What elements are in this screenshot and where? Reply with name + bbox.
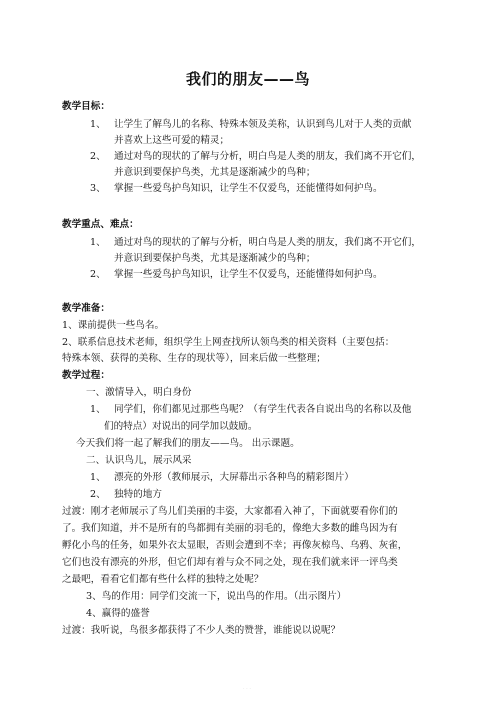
document-title: 我们的朋友——鸟 bbox=[185, 70, 310, 88]
key-point-2-number: 2、 bbox=[90, 269, 106, 280]
process-part-1-heading: 一、激情导入，明白身份 bbox=[86, 387, 192, 398]
process-step-2-2 bbox=[90, 489, 162, 501]
process-step-1-number: 1、 bbox=[90, 404, 106, 415]
page-footer-mark: · · · bbox=[243, 686, 251, 692]
transition-paragraph-line-4: 它们也没有漂亮的外形，但它们却有着与众不同之处，现在我们就来评一评鸟类 bbox=[62, 557, 398, 568]
process-intro-line: 今天我们将一起了解我们的朋友——鸟。 出示课题。 bbox=[76, 438, 300, 449]
transition-paragraph-line-1: 过渡：刚才老师展示了鸟儿们美丽的丰姿，大家都看入神了，下面就要看你们的 bbox=[62, 506, 398, 517]
objective-2-number: 2、 bbox=[90, 151, 106, 162]
process-step-1-text: 同学们，你们都见过那些鸟呢？（有学生代表各自说出鸟的名称以及他 bbox=[114, 404, 412, 415]
objective-1-line-1 bbox=[90, 119, 411, 131]
process-part-2-heading: 二、认识鸟儿，展示风采 bbox=[86, 455, 192, 466]
process-step-3: 3、鸟的作用：同学们交流一下，说出鸟的作用。（出示图片） bbox=[86, 591, 347, 602]
objective-3-text: 掌握一些爱鸟护鸟知识，让学生不仅爱鸟，还能懂得如何护鸟。 bbox=[114, 183, 383, 194]
key-point-2-text: 掌握一些爱鸟护鸟知识，让学生不仅爱鸟，还能懂得如何护鸟。 bbox=[114, 269, 383, 280]
transition-paragraph-line-5: 之最吧，看看它们都有些什么样的独特之处呢？ bbox=[62, 574, 264, 585]
objective-3-number: 3、 bbox=[90, 183, 106, 194]
transition-paragraph-line-2: 了。我们知道，并不是所有的鸟都拥有美丽的羽毛的，像绝大多数的雌鸟因为有 bbox=[62, 523, 398, 534]
transition-paragraph-line-3: 孵化小鸟的任务，如果外衣太显眼，否则会遭到不幸；再像灰椋鸟、乌鸦、灰雀， bbox=[62, 540, 408, 551]
section-heading-process: 教学过程： bbox=[62, 370, 110, 381]
objective-2-line-2: 并意识到要保护鸟类，尤其是逐渐减少的鸟种； bbox=[114, 167, 316, 178]
objective-1-number: 1、 bbox=[90, 119, 106, 130]
process-step-2-2-number: 2、 bbox=[90, 489, 106, 500]
process-step-2-2-text: 独特的地方 bbox=[114, 489, 162, 500]
process-step-2-1-number: 1、 bbox=[90, 472, 106, 483]
objective-2-text: 通过对鸟的现状的了解与分析，明白鸟是人类的朋友，我们离不开它们， bbox=[114, 151, 421, 162]
section-heading-objectives: 教学目标： bbox=[62, 101, 110, 112]
preparation-line-1: 1、课前提供一些鸟名。 bbox=[62, 320, 165, 331]
key-point-1-line-2: 并意识到要保护鸟类，尤其是逐渐减少的鸟种； bbox=[114, 253, 316, 264]
objective-2-line-1 bbox=[90, 151, 421, 163]
process-step-1-line-1 bbox=[90, 404, 411, 416]
section-heading-preparation: 教学准备： bbox=[62, 303, 110, 314]
objective-1-text: 让学生了解鸟儿的名称、特殊本领及美称，认识到鸟儿对于人类的贡献 bbox=[114, 119, 412, 130]
key-point-1-number: 1、 bbox=[90, 237, 106, 248]
process-step-4: 4、赢得的盛誉 bbox=[86, 608, 150, 619]
preparation-line-3: 特殊本领、获得的美称、生存的现状等），回来后做一些整理； bbox=[62, 353, 326, 364]
key-point-1-line-1 bbox=[90, 237, 421, 249]
section-heading-key-points: 教学重点、难点： bbox=[62, 219, 139, 230]
process-step-1-line-2: 们的特点）对说出的同学加以鼓励。 bbox=[104, 421, 258, 432]
process-step-2-1-text: 漂亮的外形（教师展示，大屏幕出示各种鸟的精彩图片） bbox=[114, 472, 354, 483]
key-point-1-text: 通过对鸟的现状的了解与分析，明白鸟是人类的朋友，我们离不开它们， bbox=[114, 237, 421, 248]
objective-1-line-2: 并喜欢上这些可爱的精灵； bbox=[114, 135, 230, 146]
objective-3-line-1 bbox=[90, 183, 383, 195]
transition-honors-line: 过渡：我听说，鸟很多都获得了不少人类的赞誉，谁能说以说呢？ bbox=[62, 625, 341, 636]
preparation-line-2: 2、联系信息技术老师，组织学生上网查找所认领鸟类的相关资料（主要包括： bbox=[62, 337, 395, 348]
key-point-2-line-1 bbox=[90, 269, 383, 281]
process-step-2-1 bbox=[90, 472, 354, 484]
